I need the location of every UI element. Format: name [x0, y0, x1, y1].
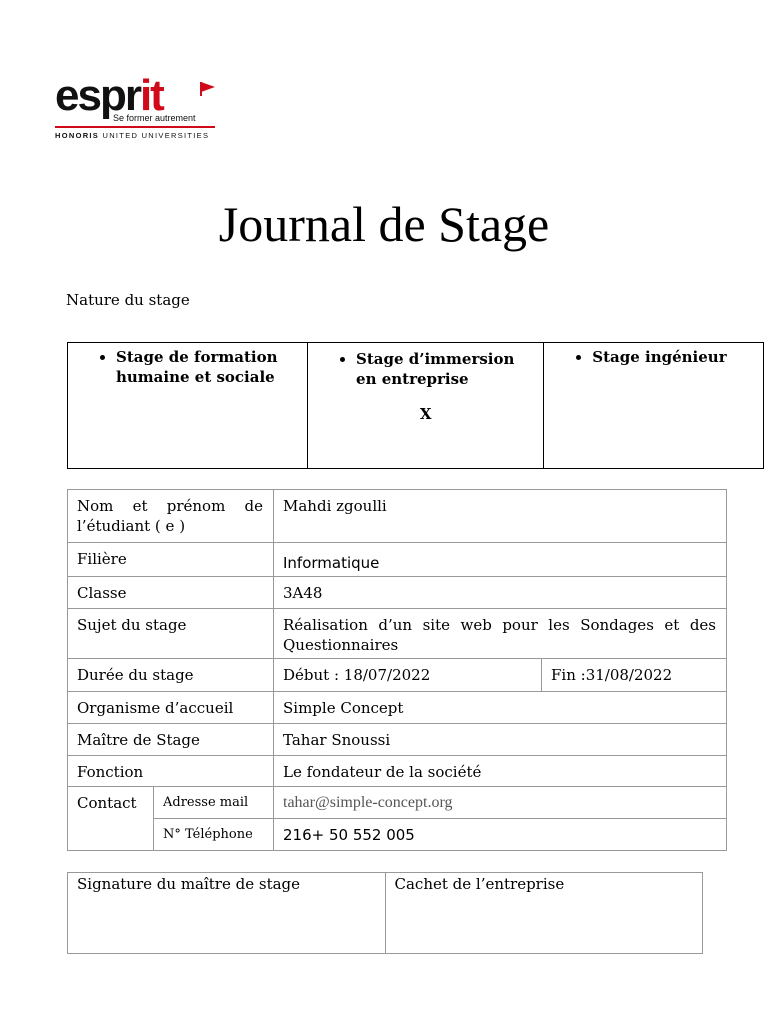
sujet-value: Réalisation d’un site web pour les Sondages et des Questionnaires	[274, 609, 727, 659]
classe-value: 3A48	[274, 577, 727, 609]
table-row	[68, 724, 727, 756]
table-row	[68, 819, 727, 851]
stage-type-label: • Stage ingénieur	[592, 347, 755, 367]
contact-label: Contact	[68, 787, 154, 851]
email-value: tahar@simple-concept.org	[274, 787, 727, 819]
email-label: Adresse mail	[154, 787, 274, 819]
stage-type-cell-formation	[68, 343, 308, 469]
signature-label: Signature du maître de stage	[68, 873, 386, 954]
table-row	[68, 787, 727, 819]
logo-sub-bold: HONORIS	[55, 131, 100, 140]
logo-subtitle	[55, 131, 209, 140]
stage-type-cell-ingenieur	[544, 343, 764, 469]
phone-value: 216+ 50 552 005	[274, 819, 727, 851]
stage-type-label: • Stage d’immersion en entreprise	[356, 349, 535, 389]
logo-sub-rest: UNITED UNIVERSITIES	[99, 131, 210, 140]
logo-word-accent: it	[139, 71, 163, 120]
stage-type-label: • Stage de formation humaine et sociale	[116, 347, 299, 387]
flag-icon	[201, 82, 215, 92]
duree-label: Durée du stage	[68, 659, 274, 692]
name-label: Nom et prénom de l’étudiant ( e )	[68, 490, 274, 543]
cachet-label: Cachet de l’entreprise	[385, 873, 703, 954]
table-row	[68, 756, 727, 787]
stage-type-table	[67, 342, 764, 469]
esprit-logo	[55, 71, 220, 144]
fonction-label: Fonction	[68, 756, 274, 787]
maitre-value: Tahar Snoussi	[274, 724, 727, 756]
maitre-label: Maître de Stage	[68, 724, 274, 756]
page-title: Journal de Stage	[218, 196, 550, 252]
sujet-label: Sujet du stage	[68, 609, 274, 659]
selected-mark: X	[419, 405, 432, 423]
table-row	[68, 692, 727, 724]
table-row	[68, 609, 727, 659]
table-row	[68, 577, 727, 609]
table-row	[68, 543, 727, 577]
filiere-value: Informatique	[274, 543, 727, 577]
name-value: Mahdi zgoulli	[274, 490, 727, 543]
logo-word-main: espr	[55, 71, 140, 120]
debut-value: Début : 18/07/2022	[274, 659, 542, 692]
signature-table	[67, 872, 703, 954]
phone-label: N° Téléphone	[154, 819, 274, 851]
student-info-table	[67, 489, 727, 851]
table-row	[68, 490, 727, 543]
logo-tagline: Se former autrement	[113, 113, 196, 123]
fonction-value: Le fondateur de la société	[274, 756, 727, 787]
table-row	[68, 659, 727, 692]
stage-type-cell-immersion	[308, 343, 544, 469]
logo-rule	[55, 126, 215, 128]
nature-label: Nature du stage	[66, 291, 190, 309]
filiere-label: Filière	[68, 543, 274, 577]
organisme-label: Organisme d’accueil	[68, 692, 274, 724]
organisme-value: Simple Concept	[274, 692, 727, 724]
fin-value: Fin :31/08/2022	[542, 659, 727, 692]
classe-label: Classe	[68, 577, 274, 609]
